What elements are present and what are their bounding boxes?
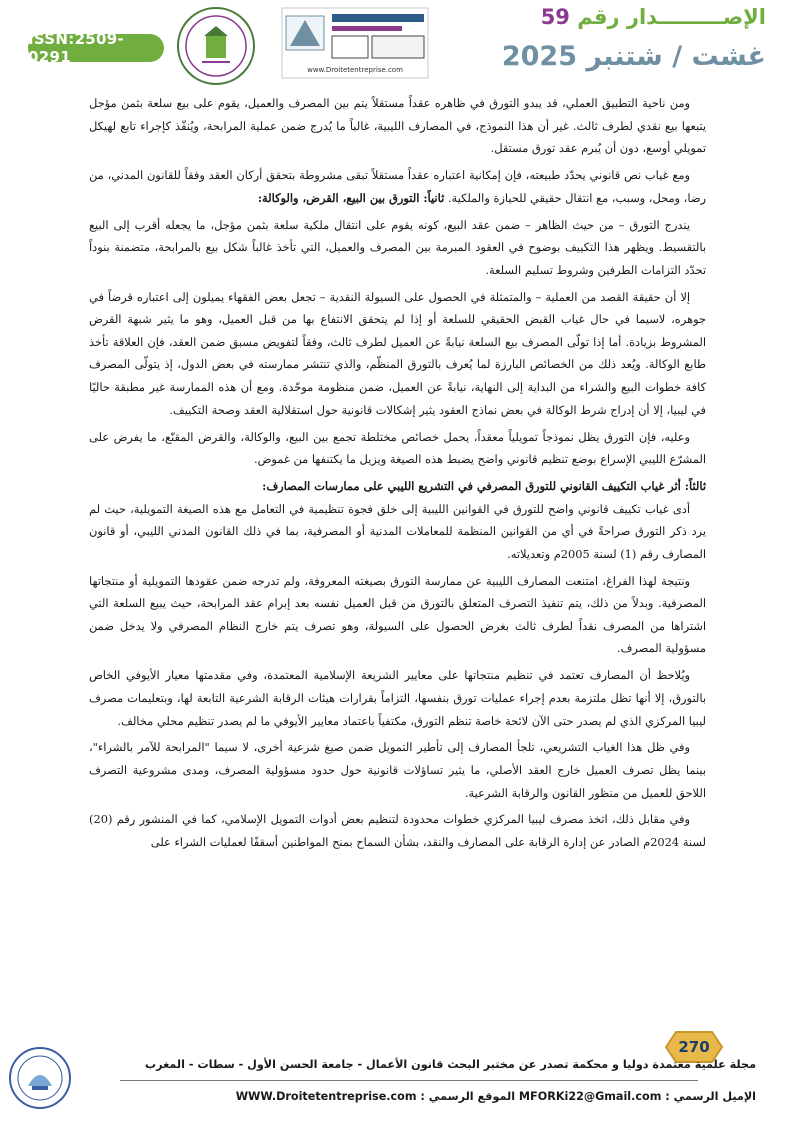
footer-journal-line: مجلة علمية معتمدة دوليا و محكمة تصدر عن مختبر البحث قانون الأعمال - جامعة الحسن الأول - سطات - المغرب xyxy=(144,1058,756,1071)
issue-label: الإصـــــــــدار رقم xyxy=(577,5,766,29)
article-body xyxy=(89,92,706,858)
paragraph: أدى غياب تكييف قانوني واضح للتورق في القوانين الليبية إلى خلق فجوة تنظيمية في التعامل مع هذه الصيغة التمويلية، حيث لم يرد ذكر التورق صراحةً في أي من القوانين المنظمة للمعاملات المدنية أو المصرفية، بما في ذلك القانون المدني الليبي، أو قانون المصارف رقم (1) لسنة 2005م وتعديلاته. xyxy=(89,501,706,561)
paragraph: وفي ظل هذا الغياب التشريعي، تلجأ المصارف إلى تأطير التمويل ضمن صيغ شرعية أخرى، لا سيما "المرابحة للآمر بالشراء"، بينما يظل تصرف العميل خارج العقد الأصلي، ما يثير تساؤلات قانونية حول حدود مسؤولية المصرف، ومدى مشروعية التصرف اللاحق للعميل من منظور القانون والرقابة الشرعية. xyxy=(89,740,706,800)
paragraph: إلا أن حقيقة القصد من العملية – والمتمثلة في الحصول على السيولة النقدية – تجعل بعض الفقهاء يميلون إلى اعتباره قرضاً في جوهره، لاسيما في حال غياب القبض الحقيقي للسلعة أو إذا لم يتحقق الانتفاع بها من قبل العميل، وهو ما يثير شبهة القرض المشروط بزيادة. أما إذا تولّى المصرف بيع السلعة نيابةً عن العميل لطرف ثالث، وفقاً لتفويض مسبق ضمن العقد، فإن العلاقة تأخذ طابع الوكالة. ويُعد ذلك من الخصائص البارزة لما يُعرف بالتورق المنظّم، والذي تنتشر ممارسته في بعض الدول، إذ يتولّى المصرف كافة خطوات البيع والشراء من البداية إلى النهاية، نيابةً عن العميل، ضمن منظومة موحّدة. ومع أن هذه الممارسة غير مطبقة حاليًا في ليبيا، إلا أن إدراج شرط الوكالة في بعض نماذج العقود يثير إشكالات قانونية حول استقلالية العقد وصحة التكييف. xyxy=(89,289,706,417)
page-footer xyxy=(0,1018,794,1123)
journal-logo xyxy=(280,6,430,80)
issue-block xyxy=(476,0,766,80)
footer-contact-line: الإميل الرسمي : MFORKi22@Gmail.com الموقع الرسمي : WWW.Droitetentreprise.com xyxy=(235,1090,756,1103)
issn-badge: ISSN:2509-0291 xyxy=(28,34,164,62)
issue-number: 59 xyxy=(540,5,570,29)
paragraph: ويُلاحظ أن المصارف تعتمد في تنظيم منتجاتها على معايير الشريعة الإسلامية المعتمدة، وفي مقدمتها معيار الأيوفي الخاص بالتورق، إلا أنها تظل ملتزمة بعدم إجراء عمليات تورق بنفسها، التزاماً بقرارات هيئات الرقابة الشرعية التابعة لها، وبتعليمات مصرف ليبيا المركزي الذي لم يصدر حتى الآن لائحة خاصة تنظم التورق، مكتفياً باعتماد معايير الأيوفي ما لم يصدر تنظيم محلي مخالف. xyxy=(89,668,706,728)
issue-date: غشت / شتنبر 2025 xyxy=(501,41,766,72)
paragraph-text: ومع غياب نص قانوني يحدّد طبيعته، فإن إمكانية اعتباره عقداً مستقلاً تبقى مشروطة بتحقق أركان العقد وفقاً للقانون المدني، من رضا، ومحل، وسبب، مع انتقال حقيقي للحيازة والملكية. xyxy=(89,168,706,205)
footer-divider xyxy=(120,1080,698,1081)
paragraph: وعليه، فإن التورق يظل نموذجاً تمويلياً معقداً، يحمل خصائص مختلطة تجمع بين البيع، والوكالة، والقرض المقنّع، ما يفرض على المشرّع الليبي الإسراع بوضع تنظيم قانوني واضح يضبط هذه الصيغة ويزيل ما يكتنفها من غموض. xyxy=(89,429,706,467)
section-heading: ثانياً: التورق بين البيع، القرض، والوكالة: xyxy=(257,190,445,205)
paragraph xyxy=(89,164,706,209)
paragraph: ونتيجة لهذا الفراغ، امتنعت المصارف الليبية عن ممارسة التورق بصيغته المعروفة، ولم تدرجه ضمن عقودها التمويلية أو منتجاتها المصرفية. وبدلاً من ذلك، يتم تنفيذ التصرف المتعلق بالتورق من قبل العميل نفسه بعد إبرام عقد المرابحة، حيث يبيع السلعة التي اشتراها من المصرف نقداً لطرف ثالث بغرض الحصول على السيولة، وهو تصرف يتم خارج النظام المصرفي ولا يدخل ضمن مسؤولية المصرف. xyxy=(89,573,706,656)
issue-line xyxy=(476,0,766,34)
page-number: 270 xyxy=(678,1038,710,1056)
paragraph: ومن ناحية التطبيق العملي، قد يبدو التورق في ظاهره عقداً مستقلاً يتم بين المصرف والعميل، يقوم على بيع سلعة بثمن مؤجل يتبعها بيع نقدي لطرف ثالث. غير أن هذا النموذج، في المصارف الليبية، غالباً ما يُدرج ضمن عملية المرابحة، ويُنفّذ كإجراء تابع لهيكل تمويلي أوسع، دون أن يُبرم عقد تورق مستقل. xyxy=(89,96,706,156)
page-header xyxy=(0,0,794,88)
university-seal-logo xyxy=(8,1046,72,1110)
paragraph: وفي مقابل ذلك، اتخذ مصرف ليبيا المركزي خطوات محدودة لتنظيم بعض أدوات التمويل الإسلامي، كما في المنشور رقم (20) لسنة 2024م الصادر عن إدارة الرقابة على المصارف والنقد، بشأن السماح بمنح المواطنين أسقفًا لعمليات الشراء على xyxy=(89,812,706,850)
lab-seal-logo xyxy=(176,6,256,86)
section-heading: ثالثاً: أثر غياب التكييف القانوني للتورق المصرفي في التشريع الليبي على ممارسات المصارف: xyxy=(262,478,706,493)
paragraph: يندرج التورق – من حيث الظاهر – ضمن عقد البيع، كونه يقوم على انتقال ملكية سلعة بثمن مؤجل، ما يجعله أقرب إلى البيع بالتقسيط. ويظهر هذا التكييف بوضوح في العقود المبرمة بين المصرف والعميل، التي تأخذ غالباً شكل بيع بالمرابحة، متضمنة بنوداً تحدّد التزامات الطرفين وشروط تسليم السلعة. xyxy=(89,217,706,277)
journal-logo-site: www.Droitetentreprise.com xyxy=(307,66,403,74)
